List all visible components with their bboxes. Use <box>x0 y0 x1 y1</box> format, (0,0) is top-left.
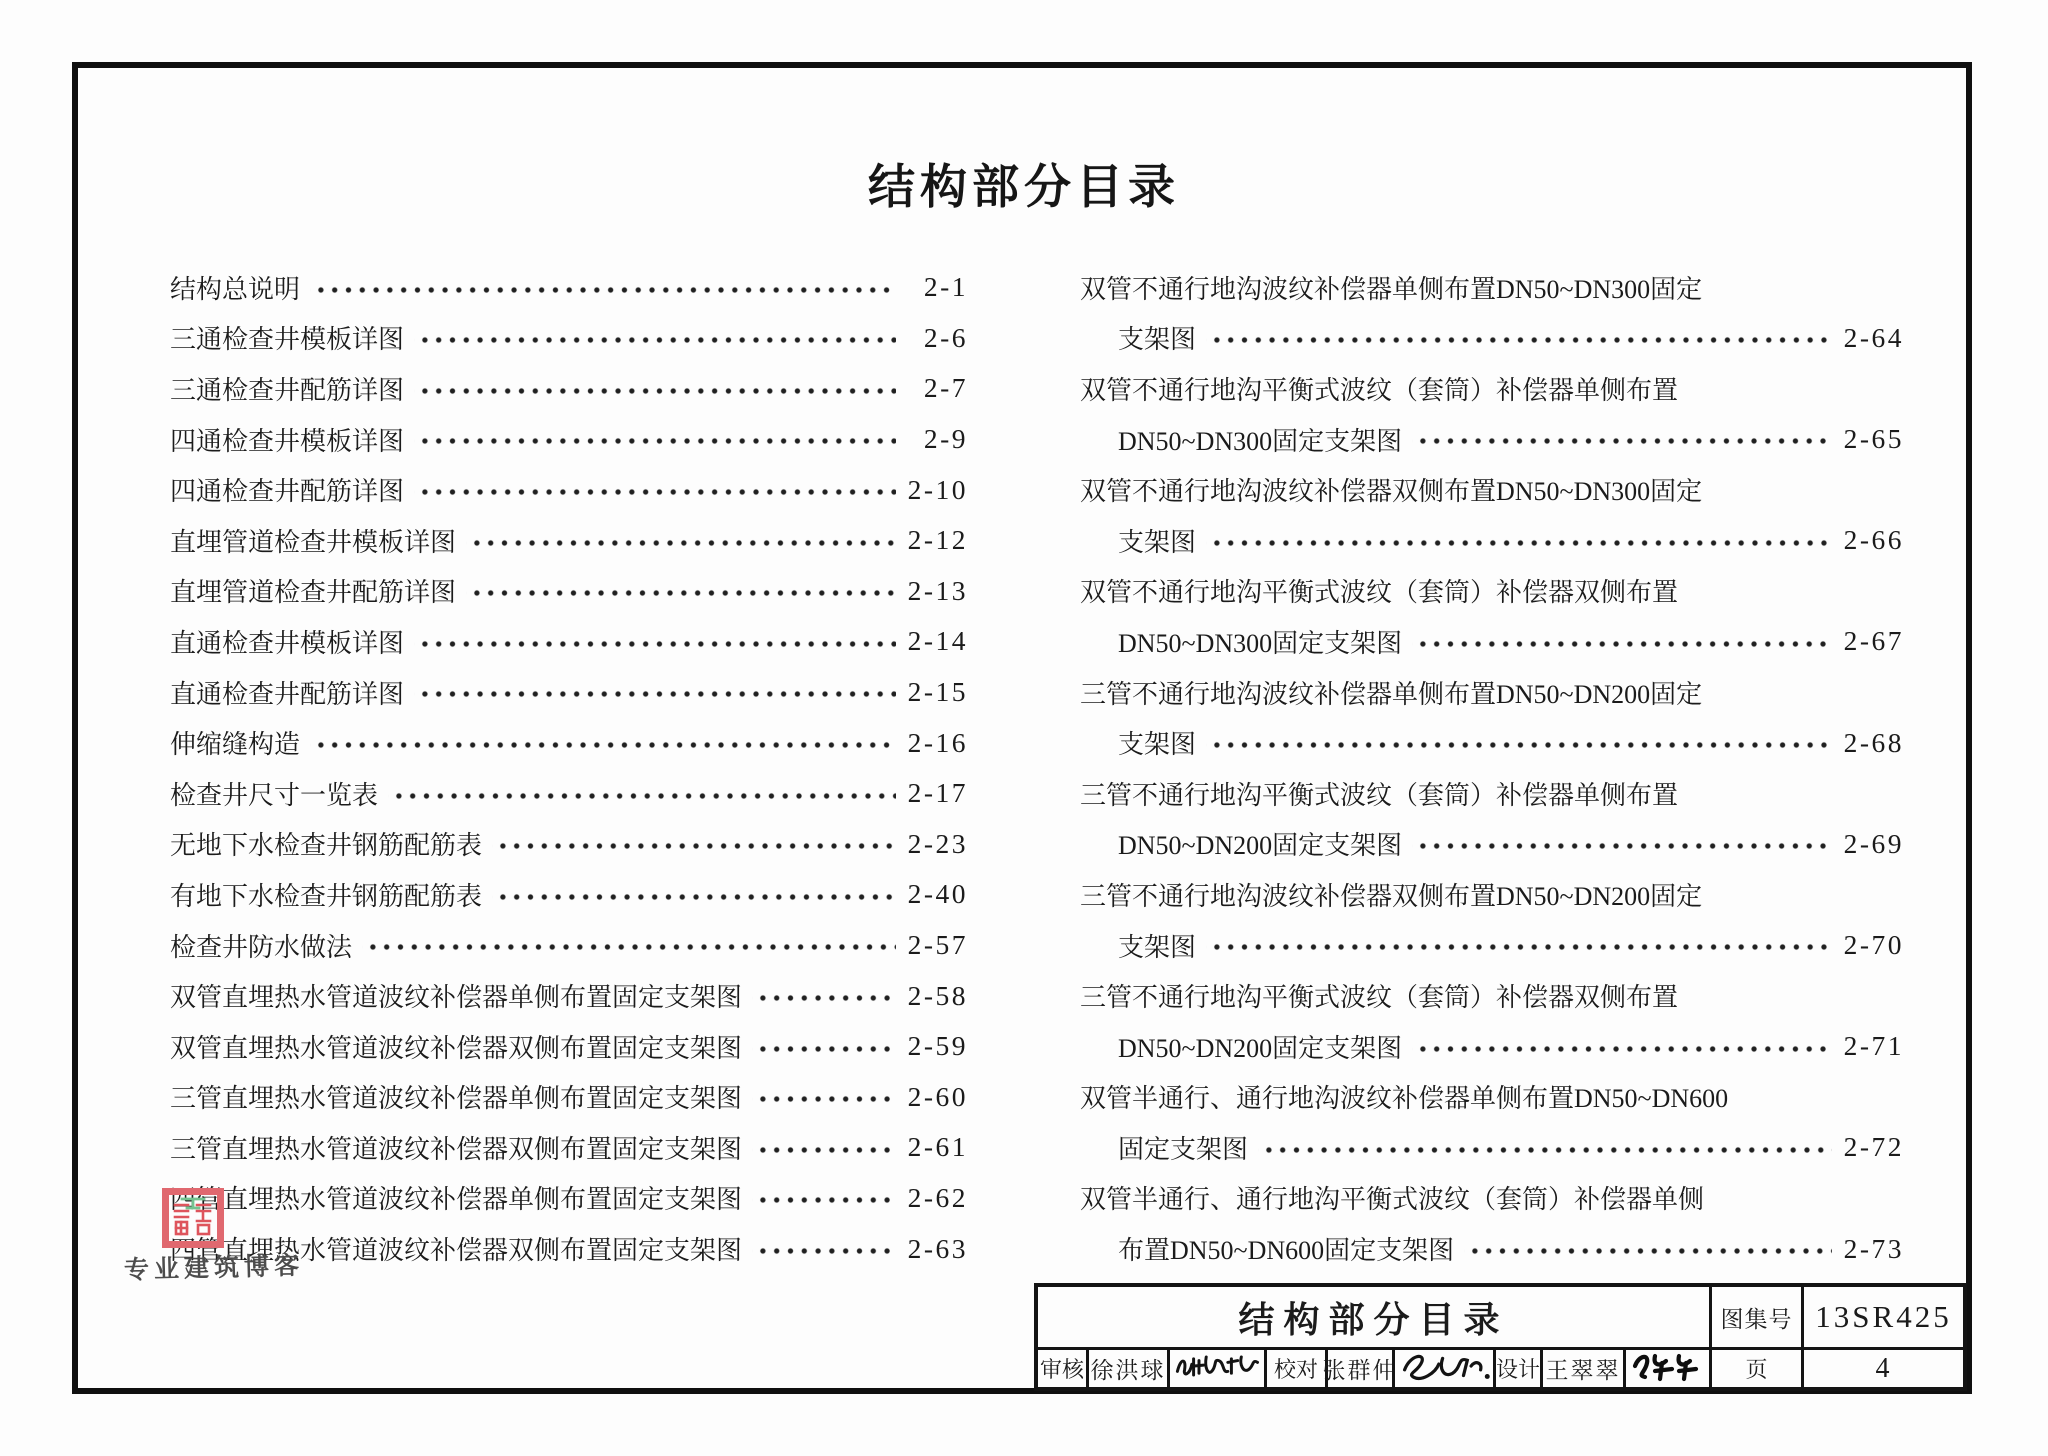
toc-entry <box>170 970 968 1021</box>
dot-leader <box>466 566 896 617</box>
toc-entry <box>170 920 968 971</box>
title-block-bottom-row <box>1038 1350 1963 1387</box>
seal-icon <box>162 1188 224 1248</box>
toc-entry <box>170 616 968 667</box>
toc-entry-label: 双管半通行、通行地沟波纹补偿器单侧布置DN50~DN600 <box>1080 1084 1729 1114</box>
toc-entry-line2 <box>1080 515 1904 566</box>
toc-entry-line2 <box>1080 616 1904 667</box>
toc-entry-page: 2-65 <box>1843 423 1904 455</box>
toc-entry-page: 2-57 <box>907 929 968 961</box>
toc-entry-page: 2-61 <box>907 1131 968 1163</box>
dot-leader <box>492 819 896 870</box>
toc-entry-line2 <box>1080 313 1904 364</box>
toc-entry-label: 双管不通行地沟平衡式波纹（套筒）补偿器单侧布置 <box>1080 375 1679 405</box>
dot-leader <box>1412 616 1832 667</box>
toc-entry-label: 四通检查井配筋详图 <box>170 477 405 507</box>
toc-entry <box>170 768 968 819</box>
toc-entry-label: 支架图 <box>1118 932 1197 962</box>
toc-entry-page: 2-72 <box>1843 1131 1904 1163</box>
toc-entry-page: 2-9 <box>923 423 968 455</box>
dot-leader <box>492 869 896 920</box>
toc-entry-line1 <box>1080 869 1904 920</box>
toc-entry-page: 2-6 <box>923 321 968 353</box>
toc-entry-line2 <box>1080 414 1904 465</box>
dot-leader <box>752 1072 896 1123</box>
toc-entry-label: 布置DN50~DN600固定支架图 <box>1118 1236 1455 1266</box>
toc-entry-label: DN50~DN200固定支架图 <box>1118 831 1403 861</box>
dot-leader <box>362 920 896 971</box>
title-block-top-row <box>1038 1287 1963 1350</box>
dot-leader <box>752 1223 896 1274</box>
toc-entry-line2 <box>1080 819 1904 870</box>
toc-entry-line1 <box>1080 566 1904 617</box>
toc-entry-line1 <box>1080 768 1904 819</box>
toc-entry-line1 <box>1080 464 1904 515</box>
toc-entry <box>170 1122 968 1173</box>
toc-entry-label: 无地下水检查井钢筋配筋表 <box>170 831 483 861</box>
toc-entry-line2 <box>1080 717 1904 768</box>
toc-entry-page: 2-10 <box>907 473 968 505</box>
toc-entry <box>170 1173 968 1224</box>
toc-column-right <box>1080 262 1904 1274</box>
toc-entry-page: 2-62 <box>907 1181 968 1213</box>
toc-entry-page: 2-15 <box>907 676 968 708</box>
toc-entry-label: 三管不通行地沟波纹补偿器双侧布置DN50~DN200固定 <box>1080 881 1703 911</box>
toc-entry-page: 2-59 <box>907 1030 968 1062</box>
toc-entry-label: 三管不通行地沟平衡式波纹（套筒）补偿器单侧布置 <box>1080 780 1679 810</box>
toc-entry <box>170 313 968 364</box>
toc-entry-label: 支架图 <box>1118 527 1197 557</box>
dot-leader <box>1258 1122 1832 1173</box>
review-label: 审核 <box>1039 1357 1084 1382</box>
toc-entry-label: 三管不通行地沟波纹补偿器单侧布置DN50~DN200固定 <box>1080 679 1703 709</box>
dot-leader <box>414 464 896 515</box>
toc-entry-label: 双管半通行、通行地沟平衡式波纹（套筒）补偿器单侧 <box>1080 1185 1705 1215</box>
dot-leader <box>752 1173 896 1224</box>
toc-entry-label: DN50~DN200固定支架图 <box>1118 1033 1403 1063</box>
toc-entry-label: 固定支架图 <box>1118 1134 1249 1164</box>
toc-entry-page: 2-16 <box>907 726 968 758</box>
toc-entry-label: 三管直埋热水管道波纹补偿器双侧布置固定支架图 <box>170 1134 743 1164</box>
blog-watermark-text: 专业建筑博客 <box>123 1252 305 1285</box>
atlas-number-label: 图集号 <box>1709 1287 1801 1347</box>
toc-entry-label: DN50~DN300固定支架图 <box>1118 628 1403 658</box>
toc-entry-page: 2-58 <box>907 979 968 1011</box>
toc-entry-page: 2-70 <box>1843 929 1904 961</box>
toc-entry-line1 <box>1080 1072 1904 1123</box>
signature-scribble-icon <box>1172 1346 1262 1386</box>
title-block-title: 结构部分目录 <box>1238 1299 1509 1340</box>
toc-entry-label: 双管不通行地沟波纹补偿器双侧布置DN50~DN300固定 <box>1080 477 1703 507</box>
dot-leader <box>310 717 896 768</box>
toc-entry-page: 2-23 <box>907 827 968 859</box>
toc-entry <box>170 363 968 414</box>
toc-entry-page: 2-7 <box>923 372 968 404</box>
designer-signature <box>1623 1350 1709 1387</box>
toc-entry <box>170 464 968 515</box>
toc-entry-label: 双管直埋热水管道波纹补偿器双侧布置固定支架图 <box>170 1033 743 1063</box>
toc-entry-line2 <box>1080 1021 1904 1072</box>
toc-entry <box>170 717 968 768</box>
toc-entry-label: 检查井防水做法 <box>170 932 353 962</box>
toc-entry <box>170 515 968 566</box>
dot-leader <box>752 970 896 1021</box>
toc-entry-page: 2-17 <box>907 777 968 809</box>
blog-seal-stamp <box>162 1188 224 1248</box>
proofreader-signature <box>1392 1350 1493 1387</box>
toc-entry-label: 双管不通行地沟平衡式波纹（套筒）补偿器双侧布置 <box>1080 578 1679 608</box>
dot-leader <box>1206 313 1832 364</box>
dot-leader <box>310 262 896 313</box>
toc-entry-page: 2-12 <box>907 524 968 556</box>
toc-entry <box>170 566 968 617</box>
toc-entry-line1 <box>1080 970 1904 1021</box>
toc-entry-page: 2-14 <box>907 625 968 657</box>
toc-entry-label: 三管不通行地沟平衡式波纹（套筒）补偿器双侧布置 <box>1080 983 1679 1013</box>
toc-entry <box>170 414 968 465</box>
dot-leader <box>1464 1223 1832 1274</box>
page-label: 页 <box>1709 1350 1801 1387</box>
toc-entry-label: 四管直埋热水管道波纹补偿器单侧布置固定支架图 <box>170 1185 743 1215</box>
dot-leader <box>1412 819 1832 870</box>
toc-entry-page: 2-66 <box>1843 524 1904 556</box>
toc-entry-label: DN50~DN300固定支架图 <box>1118 426 1403 456</box>
dot-leader <box>1206 920 1832 971</box>
toc-entry-page: 2-67 <box>1843 625 1904 657</box>
toc-entry-label: 支架图 <box>1118 730 1197 760</box>
dot-leader <box>752 1122 896 1173</box>
dot-leader <box>414 414 896 465</box>
signature-scribble-icon <box>1397 1346 1492 1386</box>
toc-entry-line1 <box>1080 667 1904 718</box>
toc-entry-page: 2-69 <box>1843 827 1904 859</box>
toc-entry-line2 <box>1080 1122 1904 1173</box>
toc-entry <box>170 819 968 870</box>
toc-entry <box>170 262 968 313</box>
toc-entry <box>170 1021 968 1072</box>
toc-entry-line2 <box>1080 920 1904 971</box>
toc-entry <box>170 667 968 718</box>
dot-leader <box>414 616 896 667</box>
toc-entry-label: 伸缩缝构造 <box>170 730 301 760</box>
toc-entry-line1 <box>1080 262 1904 313</box>
toc-entry-label: 直埋管道检查井配筋详图 <box>170 578 457 608</box>
toc-entry-line1 <box>1080 363 1904 414</box>
toc-entry-label: 结构总说明 <box>170 274 301 304</box>
reviewer-signature <box>1167 1350 1264 1387</box>
dot-leader <box>1412 1021 1832 1072</box>
dot-leader <box>414 363 896 414</box>
dot-leader <box>1412 414 1832 465</box>
toc-entry-label: 双管不通行地沟波纹补偿器单侧布置DN50~DN300固定 <box>1080 274 1703 304</box>
dot-leader <box>1206 515 1832 566</box>
toc-entry-label: 直通检查井模板详图 <box>170 628 405 658</box>
dot-leader <box>414 667 896 718</box>
toc-entry-line1 <box>1080 1173 1904 1224</box>
toc-entry-label: 四管直埋热水管道波纹补偿器双侧布置固定支架图 <box>170 1236 743 1266</box>
toc-entry-label: 三通检查井配筋详图 <box>170 375 405 405</box>
toc-entry-page: 2-13 <box>907 574 968 606</box>
toc-entry-page: 2-60 <box>907 1080 968 1112</box>
toc-entry <box>170 1072 968 1123</box>
proofread-label: 校对 <box>1264 1350 1325 1387</box>
design-label: 设计 <box>1493 1350 1540 1387</box>
toc-entry <box>170 869 968 920</box>
toc-entry-label: 检查井尺寸一览表 <box>170 780 379 810</box>
toc-entry-page: 2-64 <box>1843 321 1904 353</box>
dot-leader <box>466 515 896 566</box>
dot-leader <box>388 768 896 819</box>
toc-entry-label: 三通检查井模板详图 <box>170 325 405 355</box>
toc-entry-page: 2-68 <box>1843 726 1904 758</box>
designer-name: 王翠翠 <box>1540 1350 1623 1387</box>
toc-entry-label: 四通检查井模板详图 <box>170 426 405 456</box>
toc-entry-label: 有地下水检查井钢筋配筋表 <box>170 881 483 911</box>
dot-leader <box>1206 717 1832 768</box>
toc-entry-label: 三管直埋热水管道波纹补偿器单侧布置固定支架图 <box>170 1084 743 1114</box>
toc-entry-label: 双管直埋热水管道波纹补偿器单侧布置固定支架图 <box>170 983 743 1013</box>
proofreader-name: 张群仲 <box>1325 1350 1392 1387</box>
dot-leader <box>414 313 896 364</box>
page-number-value: 4 <box>1801 1350 1963 1387</box>
page-title: 结构部分目录 <box>868 162 1180 214</box>
dot-leader <box>752 1021 896 1072</box>
title-block <box>1034 1283 1967 1391</box>
toc-entry-page: 2-1 <box>923 271 968 303</box>
toc-entry-line2 <box>1080 1223 1904 1274</box>
toc-entry-label: 直通检查井配筋详图 <box>170 679 405 709</box>
atlas-number-value: 13SR425 <box>1801 1287 1963 1347</box>
toc-entry-page: 2-73 <box>1843 1232 1904 1264</box>
toc-column-left <box>170 262 968 1274</box>
reviewer-name: 徐洪球 <box>1086 1350 1167 1387</box>
toc-entry-page: 2-40 <box>907 878 968 910</box>
signature-scribble-icon <box>1629 1346 1707 1386</box>
toc-entry-label: 支架图 <box>1118 325 1197 355</box>
toc-entry-label: 直埋管道检查井模板详图 <box>170 527 457 557</box>
toc-entry-page: 2-63 <box>907 1232 968 1264</box>
toc-entry-page: 2-71 <box>1843 1030 1904 1062</box>
